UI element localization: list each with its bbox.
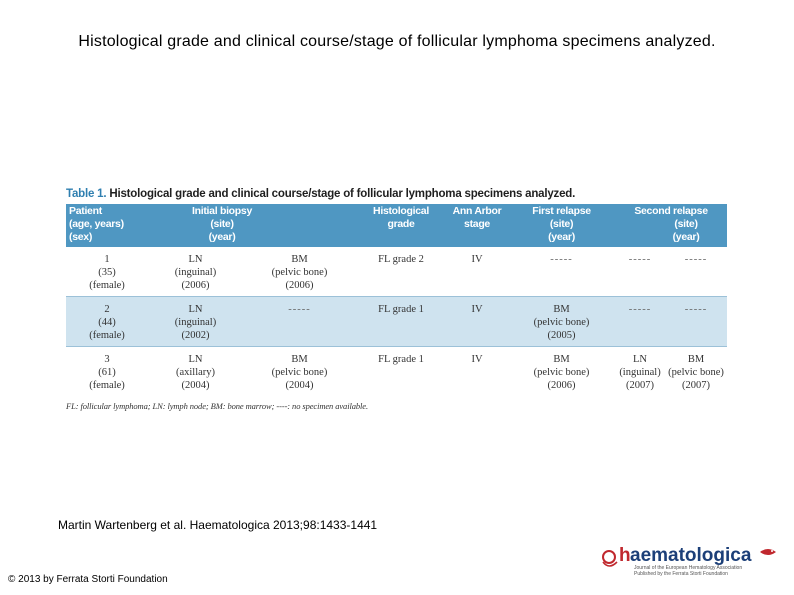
header-initial-biopsy: Initial biopsy (site) (year) bbox=[192, 205, 252, 243]
data-table bbox=[66, 204, 727, 396]
table-row bbox=[66, 297, 727, 347]
haematologica-logo bbox=[600, 540, 780, 578]
cell-second-relapse-b: BM (pelvic bone) (2007) bbox=[668, 354, 724, 391]
cell-initial-site-a: LN (axillary) (2004) bbox=[175, 354, 216, 391]
svg-text:h: h bbox=[619, 545, 631, 566]
cell-grade: FL grade 2 bbox=[356, 247, 446, 297]
cell-initial-site-b: BM (pelvic bone) (2004) bbox=[271, 354, 328, 391]
logo-tagline-1: Journal of the European Hematology Association bbox=[634, 565, 743, 571]
cell-initial-site-b: BM (pelvic bone) (2006) bbox=[243, 247, 356, 297]
cell-second-relapse-a: ----- bbox=[615, 247, 665, 297]
header-ann-arbor-stage: Ann Arbor stage bbox=[452, 205, 502, 230]
table-figure bbox=[66, 186, 727, 411]
cell-patient: 3 (61) (female) bbox=[89, 354, 125, 391]
table-row bbox=[66, 347, 727, 397]
cell-patient: 1 (35) (female) bbox=[66, 247, 148, 297]
slide-title: Histological grade and clinical course/stage of follicular lymphoma specimens analyzed. bbox=[78, 33, 716, 50]
header-second-relapse: Second relapse (site) (year) bbox=[634, 205, 708, 243]
table-row bbox=[66, 247, 727, 297]
table-caption bbox=[66, 186, 727, 204]
logo-tagline-2: Published by the Ferrata Storti Foundation bbox=[634, 571, 728, 577]
cell-second-relapse-a: ----- bbox=[615, 297, 665, 347]
copyright-notice: © 2013 by Ferrata Storti Foundation bbox=[8, 574, 168, 585]
table-caption-label: Table 1. bbox=[66, 188, 107, 200]
cell-stage: IV bbox=[446, 247, 508, 297]
header-patient: Patient (age, years) (sex) bbox=[69, 205, 124, 243]
table-caption-text: Histological grade and clinical course/stage of follicular lymphoma specimens analyzed. bbox=[109, 188, 576, 200]
cell-grade: FL grade 1 bbox=[378, 354, 424, 365]
cell-second-relapse-a: LN (inguinal) (2007) bbox=[619, 354, 661, 391]
cell-initial-site-a: LN (inguinal) (2006) bbox=[148, 247, 243, 297]
citation: Martin Wartenberg et al. Haematologica 2013;98:1433-1441 bbox=[58, 518, 378, 532]
header-histological-grade: Histological grade bbox=[373, 205, 429, 230]
header-first-relapse: First relapse (site) (year) bbox=[532, 205, 591, 243]
cell-initial-site-b: ----- bbox=[243, 297, 356, 347]
cell-stage: IV bbox=[446, 297, 508, 347]
cell-second-relapse-b: ----- bbox=[665, 247, 727, 297]
cell-first-relapse: BM (pelvic bone) (2006) bbox=[533, 354, 590, 391]
cell-initial-site-a: LN (inguinal) (2002) bbox=[148, 297, 243, 347]
cell-grade: FL grade 1 bbox=[356, 297, 446, 347]
cell-first-relapse: ----- bbox=[508, 247, 615, 297]
table-header-row bbox=[66, 204, 727, 247]
cell-second-relapse-b: ----- bbox=[665, 297, 727, 347]
cell-first-relapse: BM (pelvic bone) (2005) bbox=[508, 297, 615, 347]
cell-patient: 2 (44) (female) bbox=[66, 297, 148, 347]
ehafish-icon bbox=[760, 549, 776, 555]
logo-wordmark: aematologica bbox=[630, 545, 752, 566]
logo-mark-icon bbox=[603, 551, 617, 566]
table-footnote: FL: follicular lymphoma; LN: lymph node; BM: bone marrow; ----: no specimen available. bbox=[66, 401, 368, 411]
cell-stage: IV bbox=[471, 354, 483, 365]
